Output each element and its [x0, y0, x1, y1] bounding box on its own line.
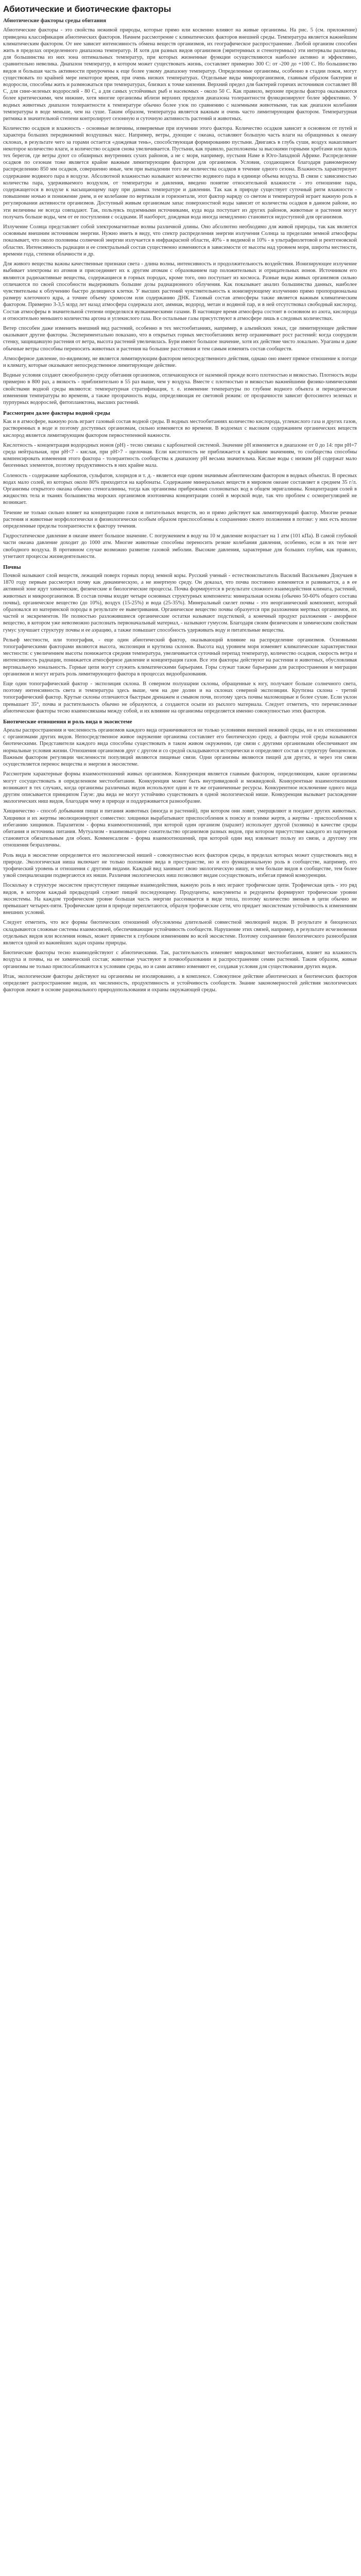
body-paragraph: Хищничество - способ добывания пищи и питания животных (иногда и растений), при котором они ловят, умерщвляют и поедают других животных. Хищники и их жертвы эволюционируют совместно: хищники вырабатывают приспособления к поиску и поимке жертв, а жертвы - приспособления к избеганию хищников. Паразитизм - форма взаимоотношений, при которой один организм (паразит) использует другой (хозяина) в качестве среды обитания и источника питания. Мутуализм - взаимовыгодное сожительство организмов разных видов, при котором присутствие каждого из партнеров становится обязательным для обоих. Комменсализм - форма взаимоотношений, при которой один вид извлекает пользу из связи, а другому эти отношения безразличны.	[3, 808, 357, 849]
body-paragraph: Рельеф местности, или топография, - еще один абиотический фактор, оказывающий влияние на распределение организмов. Основными топографическими факторами являются высота, экспозиция и крутизна склонов. Высота над уровнем моря изменяет климатические характеристики местности: с увеличением высоты понижается средняя температура, увеличивается суточный перепад температур, количество осадков, скорость ветра и интенсивность радиации, понижается атмосферное давление и концентрация газов. Все эти факторы действуют на растения и животных, обусловливая вертикальную зональность. Горные цепи могут служить климатическими барьерами. Горы служат также барьерами для распространения и миграции организмов и могут играть роль лимитирующего фактора в процессах видообразования.	[3, 637, 357, 677]
body-paragraph: Поскольку в структуре экосистем присутствуют пищевые взаимодействия, важную роль в них играют трофические цепи. Трофическая цепь - это ряд видов, в котором каждый предыдущий служит пищей последующему. Продуценты, консументы и редуценты формируют трофические уровни экосистемы. На каждом трофическом уровне большая часть энергии рассеивается в виде тепла, поэтому количество звеньев в цепи обычно не превышает четырех-пяти. Трофические цепи в природе переплетаются, образуя трофические сети, что придает экосистемам устойчивость к изменениям внешних условий.	[3, 883, 357, 916]
article-section	[3, 719, 357, 993]
body-paragraph: Течение не только сильно влияет на концентрацию газов и питательных веществ, но и прямо действует как лимитирующий фактор. Многие речные растения и животные морфологически и физиологически особым образом приспособлены к сохранению своего положения в потоке: у них есть вполне определенные пределы толерантности к фактору течения.	[3, 510, 357, 529]
section-heading: Рассмотрим далее факторы водной среды	[3, 410, 110, 417]
body-paragraph: Кислотность - концентрация водородных ионов (pH) - тесно связана с карбонатной системой. Значение pH изменяется в диапазоне от 0 до 14: при pH=7 среда нейтральная, при pH<7 - кислая, при pH>7 - щелочная. Если кислотность не приближается к крайним значениям, то сообщества способны компенсировать изменения этого фактора - толерантность сообщества к диапазону pH весьма значительна. Кислые воды с низким pH содержат мало биогенных элементов, поэтому продуктивность в них крайне мала.	[3, 442, 357, 469]
body-paragraph: Водные условия создают своеобразную среду обитания организмов, отличающуюся от наземной прежде всего плотностью и вязкостью. Плотность воды примерно в 800 раз, а вязкость - приблизительно в 55 раз выше, чем у воздуха. Вместе с плотностью и вязкостью важнейшими физико-химическими свойствами водной среды являются: температурная стратификация, т. е. изменение температуры по глубине водного объекта и периодические изменения температуры во времени, а также прозрачность воды, определяющая ее световой режим: от прозрачности зависит фотосинтез зеленых и пурпурных водорослей, фитопланктона, высших растений.	[3, 372, 357, 405]
body-paragraph: Количество осадков и влажность - основные величины, измеряемые при изучении этого фактора. Количество осадков зависит в основном от путей и характера больших передвижений воздушных масс. Например, ветры, дующие с океана, оставляют большую часть влаги на обращенных к океану склонах, в результате чего за горами остается «дождевая тень», способствующая формированию пустыни. Двигаясь в глубь суши, воздух накапливает некоторое количество влаги, и количество осадков снова увеличивается. Пустыни, как правило, расположены за высокими горными хребтами или вдоль тех берегов, где ветры дуют со обширных внутренних сухих районов, а не с моря, например, пустыня Наме в Юго-Западной Африке. Распределение осадков по сезонам тоже является крайне важным лимитирующим фактором для организмов. Условия, создающиеся благодаря равномерному распределению 850 мм осадков, совершенно иные, чем при выпадении того же количества осадков в течение одного сезона. Влажность характеризует содержание водяного пара в воздухе. Абсолютной влажностью называют количество водяного пара в единице объема воздуха. В связи с зависимостью количества пара, удерживаемого воздухом, от температуры и давления, введено понятие относительной влажности - это отношение пара, содержащегося в воздухе к насыщающему пару при данных температуре и давлении. Так как в природе существует суточный ритм влажности - повышение ночью и понижение днем, и ее колебание по вертикали и горизонтали, этот фактор наряду со светом и температурой играет важную роль в регулировании активности организмов. Доступный живым организмам запас поверхностной воды зависит от количества осадков в данном районе, но эти величины не всегда совпадают. Так, пользуясь подземными источниками, куда вода поступает из других районов, животные и растения могут получать больше воды, чем от ее поступления с осадками. И наоборот, дождевая вода иногда немедленно становится недоступной для организмов.	[3, 126, 357, 220]
article-subtitle: Абиотические факторы среды обитания	[3, 18, 107, 24]
body-paragraph: Роль вида в экосистеме определяется его экологической нишей - совокупностью всех факторов среды, в пределах которых может существовать вид в природе. Экологическая ниша включает не только положение вида в пространстве, но и его функциональную роль в сообществе, например, его трофический уровень и отношения с другими видами. Каждый вид занимает свою экологическую нишу, и чем больше видов в сообществе, тем более узкой специализации подвергаются их ниши. Различия экологических ниш позволяют видам сосуществовать, избегая прямой конкуренции.	[3, 852, 357, 879]
body-paragraph: Гидростатическое давление в океане имеет большое значение. С погружением в воду на 10 м давление возрастает на 1 атм (101 кПа). В самой глубокой части океана давление доходит до 1000 атм. Многие животные способны переносить резкие колебания давления, особенно, если в их теле нет свободного воздуха. В противном случае возможно развитие газовой эмболии. Высокие давления, характерные для больших глубин, как правило, угнетают процессы жизнедеятельности.	[3, 533, 357, 560]
article-section	[3, 27, 357, 406]
article-section	[3, 410, 357, 560]
article-body	[3, 27, 357, 993]
body-paragraph: Итак, экологические факторы действуют на организмы не изолированно, а в комплексе. Совокупное действие абиотических и биотических факторов определяет распространение видов, их численность, продуктивность и устойчивость сообществ. Знание закономерностей действия экологических факторов лежит в основе рационального природопользования и охраны окружающей среды.	[3, 973, 357, 993]
section-heading: Биотические отношения и роль вида в экосистеме	[3, 719, 132, 725]
body-paragraph: Почвой называют слой веществ, лежащий поверх горных пород земной коры. Русский ученый - естествоиспытатель Василий Васильевич Докучаев в 1870 году первым рассмотрел почву как динамическую, а не инертную среду. Он доказал, что почва постоянно изменяется и развивается, а в ее активной зоне идут химические, физические и биологические процессы. Почва формируется в результате сложного взаимодействия климата, растений, животных и микроорганизмов. В состав почвы входят четыре основных структурных компонента: минеральная основа (обычно 50-60% общего состава почвы), органическое вещество (до 10%), воздух (15-25%) и вода (25-35%). Минеральный скелет почвы - это неорганический компонент, который образовался из материнской породы в результате ее выветривания. Органическое вещество почвы образуется при разложении мертвых организмов, их частей и экскрементов. Не полностью разложившиеся органические остатки называют подстилкой, а конечный продукт разложения - аморфное вещество, в котором уже невозможно распознать первоначальный материал, - называют гумусом. Благодаря своим физическим и химическим свойствам гумус улучшает структуру почвы и ее аэрацию, а также повышает способность удерживать воду и питательные вещества.	[3, 573, 357, 633]
body-paragraph: Соленость - содержание карбонатов, сульфатов, хлоридов и т. д. - является еще одним значимым абиотическим фактором в водных объектах. В пресных водах мало солей, из которых около 80% приходится на карбонаты. Содержание минеральных веществ в мировом океане составляет в среднем 35 г/л. Организмы открытого океана обычно стеногалинны, тогда как организмы прибрежных солоноватых вод в общем эвригалинны. Концентрация солей в жидкостях тела и тканях большинства морских организмов изотонична концентрации солей в морской воде, так что проблем с осморегуляцией не возникает.	[3, 472, 357, 506]
body-paragraph: Для живого вещества важны качественные признаки света - длина волны, интенсивность и продолжительность воздействия. Ионизирующее излучение выбивает электроны из атомов и присоединяет их к другим атомам с образованием пар положительных и отрицательных ионов. Источником его являются радиоактивные вещества, содержащиеся в горных породах, кроме того, оно поступает из космоса. Разные виды живых организмов сильно отличаются по своей способности выдерживать большие дозы радиационного облучения. Как показывает анализ большинства данных, наиболее чувствительны к облучению быстро делящиеся клетки. У высших растений чувствительность к ионизирующему излучению прямо пропорциональна размеру клеточного ядра, а точнее объему хромосом или содержанию ДНК. Газовый состав атмосферы также является важным климатическим фактором. Примерно 3-3,5 млрд лет назад атмосфера содержала азот, аммиак, водород, метан и водяной пар, и в ней отсутствовал свободный кислород. Состав атмосферы в значительной степени определялся вулканическими газами. В настоящее время атмосфера состоит в основном из азота, кислорода и относительно меньшего количества аргона и углекислого газа. Все остальные газы присутствуют в атмосфере лишь в следовых количествах.	[3, 261, 357, 321]
article-title: Абиотические и биотические факторы	[3, 4, 171, 14]
body-paragraph: Абиотические факторы - это свойства неживой природы, которые прямо или косвенно влияют на живые организмы. На рис. 5 (см. приложение) приведена классификация абиотических факторов. Начнем рассмотрение с климатических факторов внешней среды. Температура является важнейшим климатическим фактором. От нее зависит интенсивность обмена веществ организмов, их географическое распространение. Любой организм способен жить в пределах определенного диапазона температур. И хотя для разных видов организмов (эвритермных и стенотермных) эти интервалы различны, для большинства из них зона оптимальных температур, при которых жизненные функции осуществляются наиболее активно и эффективно, сравнительно невелика. Диапазон температур, в котором может существовать жизнь, составляет примерно 300 С: от -200 до +100 С. Но большинство видов и большая часть активности приурочены к еще более узкому диапазону температур. Определенные организмы, особенно в стадии покоя, могут существовать по крайней мере некоторое время, при очень низких температурах. Отдельные виды микроорганизмов, главным образом бактерии и водоросли, способны жить и размножаться при температурах, близких к точке кипения. Верхний предел для бактерий горячих источников составляет 88 С, для сине-зеленых водорослей - 80 С, а для самых устойчивых рыб и насекомых - около 50 С. Как правило, верхние пределы фактора оказываются более критическими, чем нижние, хотя многие организмы вблизи верхних пределов диапазона толерантности функционируют более эффективно. У водных животных диапазон толерантности к температуре обычно более узок по сравнению с наземными животными, так как диапазон колебания температуры в воде меньше, чем на суше. Таким образом, температура является важным и очень часто лимитирующим фактором. Температурная ритмика в значительной степени контролирует сезонную и суточную активность растений и животных.	[3, 27, 357, 122]
body-paragraph: Рассмотрим характерные формы взаимоотношений живых организмов. Конкуренция является главным фактором, определяющим, какие организмы могут сосуществовать в определенном местообитании. Конкуренция может быть внутривидовой и межвидовой. Конкурентные взаимоотношения возникают в тех случаях, когда организмы различных видов используют одни и те же ограниченные ресурсы. Конкурентное исключение одного вида другим описывается принципом Гаузе: два вида не могут устойчиво существовать в одной экологической нише. Конкуренция вызывает расхождение экологических ниш видов, благодаря чему в природе и поддерживается разнообразие.	[3, 771, 357, 805]
article-section	[3, 564, 357, 715]
body-paragraph: Атмосферное давление, по-видимому, не является лимитирующим фактором непосредственного действия, однако оно имеет прямое отношение к погоде и климату, которые оказывают непосредственное лимитирующее действие.	[3, 355, 357, 368]
body-paragraph: Биотические факторы тесно взаимодействуют с абиотическими. Так, растительность изменяет микроклимат местообитания, влияет на влажность воздуха и почвы, на ее химический состав; животные участвуют в почвообразовании и распространении семян растений. Таким образом, живые организмы не только приспосабливаются к условиям среды, но и сами активно изменяют ее, создавая условия для существования других видов.	[3, 950, 357, 970]
body-paragraph: Следует отметить, что все формы биотических отношений обусловлены длительной совместной эволюцией видов. В результате в биоценозах складываются сложные системы взаимосвязей, обеспечивающие устойчивость сообществ. Нарушение этих связей, например, в результате исчезновения отдельных видов или вселения новых, может привести к глубоким изменениям во всей экосистеме. Поэтому сохранение биологического разнообразия является одной из важнейших задач охраны природы.	[3, 920, 357, 946]
body-paragraph: Как и в атмосфере, важную роль играет газовый состав водной среды. В водных местообитаниях количество кислорода, углекислого газа и других газов, растворенных в воде и поэтому доступных организмам, сильно изменяется во времени. В водоемах с высоким содержанием органических веществ кислород является лимитирующим фактором первостепенной важности.	[3, 419, 357, 438]
body-paragraph: Ветер способен даже изменить внешний вид растений, особенно в тех местообитаниях, например, в альпийских зонах, где лимитирующее действие оказывают другие факторы. Экспериментально показано, что в открытых горных местообитаниях ветер ограничивает рост растений: когда соорудили стенку, защищавшую растения от ветра, высота растений увеличилась. Бури имеют большое значение, хотя их действие чисто локально. Ураганы и даже обычные ветры способны переносить животных и растения на большие расстояния и тем самым изменять состав сообществ.	[3, 325, 357, 352]
body-paragraph: Излучение Солнца представляет собой электромагнитные волны различной длины. Оно абсолютно необходимо для живой природы, так как является основным внешним источником энергии. Нужно иметь в виду, что спектр распределения энергии излучения Солнца за пределами земной атмосферы показывает, что около половины солнечной энергии излучается в инфракрасной области, 40% - в видимой и 10% - в ультрафиолетовой и рентгеновской областях. Интенсивность радиации и ее спектральный состав существенно изменяются в зависимости от высоты над уровнем моря, широты местности, времени года, степени облачности и др.	[3, 224, 357, 257]
section-heading: Почвы	[3, 564, 21, 571]
body-paragraph: Ареалы распространения и численность организмов каждого вида ограничиваются не только условиями внешней неживой среды, но и их отношениями с организмами других видов. Непосредственное живое окружение организма составляет его биотическую среду, а факторы этой среды называются биотическими. Представители каждого вида способны существовать в таком живом окружении, где связи с другими организмами обеспечивают им нормальные условия жизни. Отношения организмов друг с другом и со средой складываются исторически и определяют состав и структуру биоценозов. Важным фактором регуляции численности популяций являются пищевые связи. Одни организмы являются пищей для других, и через эти связи осуществляется перенос вещества и энергии в экосистеме.	[3, 727, 357, 768]
body-paragraph: Еще один топографический фактор - экспозиция склона. В северном полушарии склоны, обращенные к югу, получают больше солнечного света, поэтому интенсивность света и температура здесь выше, чем на дне долин и на склонах северной экспозиции. Крутизна склона - третий топографический фактор. Крутые склоны отличаются быстрым дренажем и смывом почв, поэтому здесь почвы маломощные и более сухие. Если уклон превышает 35°, почва и растительность обычно не образуются, а создаются осыпи из рыхлого материала. Следует отметить, что перечисленные абиотические факторы тесно взаимосвязаны между собой, и их влияние на организмы определяется именно совокупностью этих факторов.	[3, 681, 357, 714]
